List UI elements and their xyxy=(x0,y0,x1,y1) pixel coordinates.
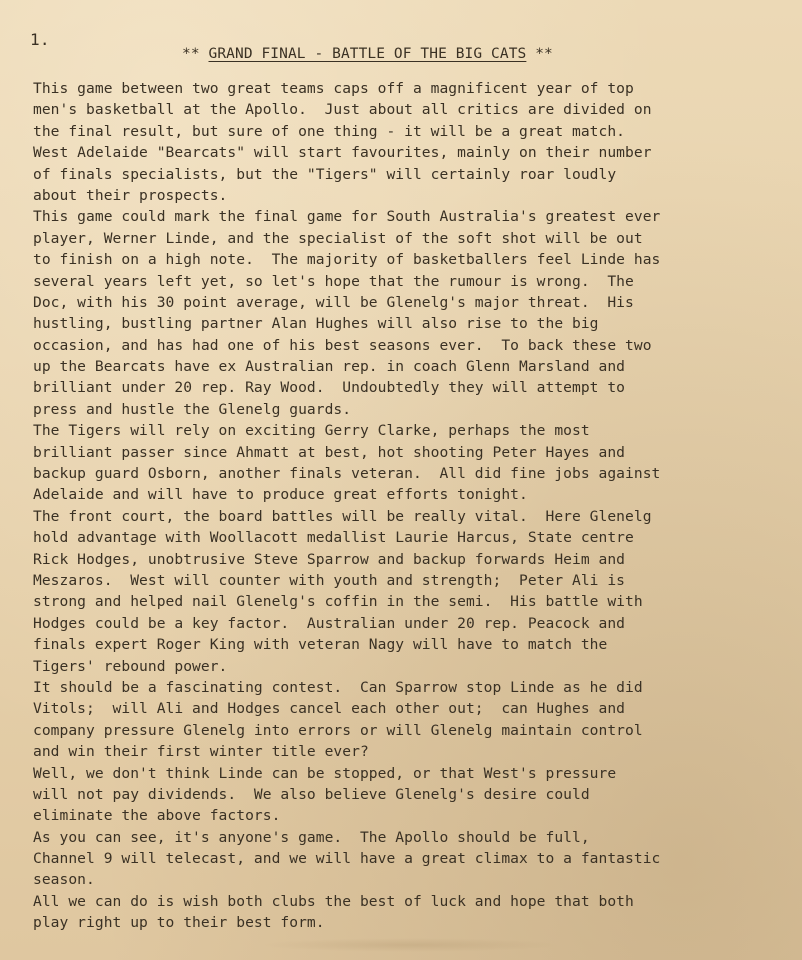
body-line: hustling, bustling partner Alan Hughes will also rise to the big xyxy=(33,315,599,333)
body-line: will not pay dividends. We also believe Glenelg's desire could xyxy=(33,785,590,803)
body-line: The Tigers will rely on exciting Gerry Clarke, perhaps the most xyxy=(33,422,590,440)
body-line: to finish on a high note. The majority of basketballers feel Linde has xyxy=(33,251,661,269)
body-line: Adelaide and will have to produce great efforts tonight. xyxy=(33,486,528,504)
body-line: Channel 9 will telecast, and we will have a great climax to a fantastic xyxy=(33,850,661,868)
body-line: company pressure Glenelg into errors or will Glenelg maintain control xyxy=(33,721,643,739)
body-line: about their prospects. xyxy=(33,186,228,204)
body-line: Meszaros. West will counter with youth and strength; Peter Ali is xyxy=(33,571,626,589)
body-line: strong and helped nail Glenelg's coffin in the semi. His battle with xyxy=(33,593,643,611)
page-number: 1. xyxy=(30,30,50,49)
body-line: This game could mark the final game for South Australia's greatest ever xyxy=(33,208,661,226)
body-line: Hodges could be a key factor. Australian under 20 rep. Peacock and xyxy=(33,614,626,632)
paper-smudge xyxy=(260,938,560,952)
body-line: hold advantage with Woollacott medallist Laurie Harcus, State centre xyxy=(33,529,634,547)
body-line: season. xyxy=(33,871,95,889)
body-line: backup guard Osborn, another finals veteran. All did fine jobs against xyxy=(33,465,661,483)
body-line: West Adelaide "Bearcats" will start favourites, mainly on their number xyxy=(33,144,652,162)
body-line: Tigers' rebound power. xyxy=(33,657,228,675)
article-body xyxy=(33,78,793,934)
body-line: This game between two great teams caps off a magnificent year of top xyxy=(33,80,634,97)
body-line: It should be a fascinating contest. Can Sparrow stop Linde as he did xyxy=(33,678,643,696)
body-line: All we can do is wish both clubs the best of luck and hope that both xyxy=(33,892,634,910)
body-line: men's basketball at the Apollo. Just about all critics are divided on xyxy=(33,101,652,119)
title-suffix: ** xyxy=(526,46,553,62)
body-line: Doc, with his 30 point average, will be Glenelg's major threat. His xyxy=(33,293,634,311)
title-text: GRAND FINAL - BATTLE OF THE BIG CATS xyxy=(208,46,527,62)
body-line: occasion, and has had one of his best seasons ever. To back these two xyxy=(33,336,652,354)
body-line: Rick Hodges, unobtrusive Steve Sparrow and backup forwards Heim and xyxy=(33,550,626,568)
body-line: As you can see, it's anyone's game. The Apollo should be full, xyxy=(33,828,590,846)
body-line: play right up to their best form. xyxy=(33,914,325,932)
body-line: finals expert Roger King with veteran Nagy will have to match the xyxy=(33,636,608,654)
body-line: The front court, the board battles will be really vital. Here Glenelg xyxy=(33,507,652,525)
body-line: brilliant under 20 rep. Ray Wood. Undoubtedly they will attempt to xyxy=(33,379,626,397)
body-line: of finals specialists, but the "Tigers" will certainly roar loudly xyxy=(33,165,617,183)
body-line: the final result, but sure of one thing - it will be a great match. xyxy=(33,122,626,140)
body-line: Well, we don't think Linde can be stopped, or that West's pressure xyxy=(33,764,617,782)
body-line: and win their first winter title ever? xyxy=(33,743,369,761)
body-line: eliminate the above factors. xyxy=(33,807,281,825)
body-line: Vitols; will Ali and Hodges cancel each other out; can Hughes and xyxy=(33,700,626,718)
article-title xyxy=(182,44,642,64)
title-prefix: ** xyxy=(182,46,209,62)
body-line: brilliant passer since Ahmatt at best, hot shooting Peter Hayes and xyxy=(33,443,626,461)
body-line: player, Werner Linde, and the specialist of the soft shot will be out xyxy=(33,229,643,247)
body-line: several years left yet, so let's hope that the rumour is wrong. The xyxy=(33,272,634,290)
body-line: press and hustle the Glenelg guards. xyxy=(33,400,352,418)
body-line: up the Bearcats have ex Australian rep. in coach Glenn Marsland and xyxy=(33,358,626,376)
